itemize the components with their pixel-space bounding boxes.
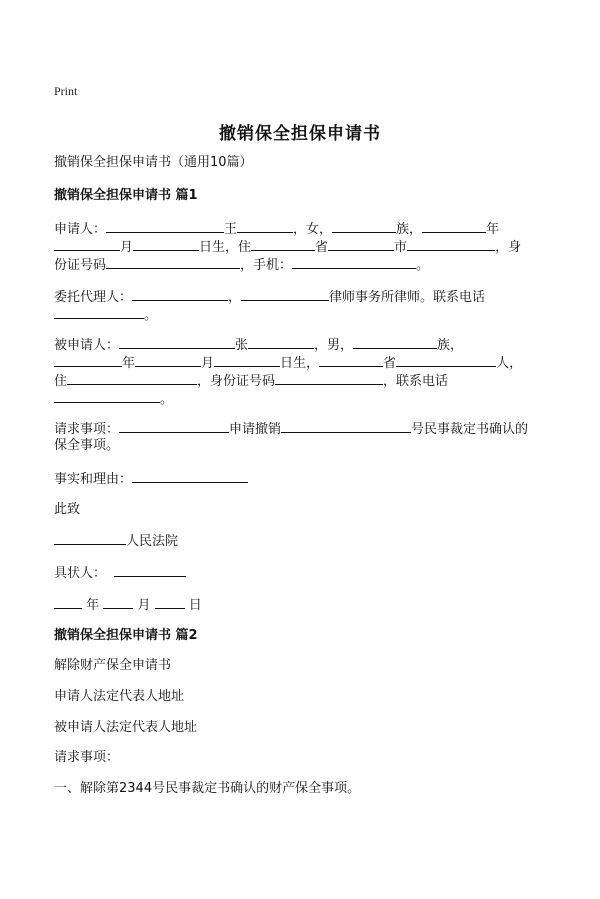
respondent-phone-label: ，联系电话 [383, 374, 449, 389]
facts-label: 事实和理由： [54, 472, 133, 487]
request-tail: 号民事裁定书确认的 [411, 422, 529, 437]
agent-end: 。 [144, 308, 158, 323]
blank[interactable] [422, 218, 486, 233]
respondent-end: 。 [160, 392, 174, 407]
blank[interactable] [67, 370, 197, 385]
respondent-id-label: ，身份证号码 [197, 374, 276, 389]
applicant-year: 年 [486, 222, 500, 237]
respondent-ethnic: 族， [437, 338, 464, 353]
section2-line: 被申请人法定代表人地址 [54, 720, 198, 735]
agent-firm: 律师事务所律师。联系电话 [329, 290, 486, 305]
respondent-person: 人， [496, 356, 523, 371]
signer-line [54, 562, 186, 583]
blank[interactable] [54, 236, 120, 251]
applicant-phone-label: ，手机： [240, 258, 293, 273]
blank[interactable] [251, 236, 315, 251]
blank[interactable] [133, 236, 199, 251]
applicant-province: 省 [315, 240, 329, 255]
blank[interactable] [114, 562, 186, 577]
section2-heading: 撤销保全担保申请书 篇2 [54, 628, 198, 643]
date-line [54, 594, 202, 615]
blank[interactable] [132, 468, 248, 483]
date-month: 月 [137, 598, 151, 613]
agent-comma: ， [228, 290, 242, 305]
court-label: 人民法院 [126, 534, 179, 549]
request-mid: 申请撤销 [229, 422, 282, 437]
blank[interactable] [54, 388, 160, 403]
applicant-city: 市 [394, 240, 408, 255]
blank[interactable] [241, 286, 329, 301]
section2-line: 申请人法定代表人地址 [54, 689, 185, 704]
applicant-end: 。 [416, 258, 430, 273]
blank[interactable] [328, 236, 394, 251]
respondent-day: 日生， [280, 356, 320, 371]
document-subtitle: 撤销保全担保申请书（通用10篇） [54, 155, 253, 170]
applicant-ethnic: 族， [396, 222, 423, 237]
blank[interactable] [119, 334, 235, 349]
respondent-sex: ，男， [314, 338, 354, 353]
blank[interactable] [135, 352, 201, 367]
blank[interactable] [407, 236, 495, 251]
blank[interactable] [214, 352, 280, 367]
request-line-2: 保全事项。 [54, 438, 120, 453]
document-title: 撤销保全担保申请书 [219, 124, 381, 144]
respondent-live: 住 [54, 374, 68, 389]
blank[interactable] [292, 254, 416, 269]
section2-line: 解除财产保全申请书 [54, 658, 172, 673]
section1-heading: 撤销保全担保申请书 篇1 [54, 188, 198, 203]
print-label[interactable]: Print [54, 84, 78, 98]
blank[interactable] [237, 218, 293, 233]
applicant-month: 月 [120, 240, 134, 255]
respondent-month: 月 [201, 356, 215, 371]
respondent-label: 被申请人： [54, 338, 120, 353]
applicant-label: 申请人： [54, 222, 107, 237]
section2-line: 一、解除第2344号民事裁定书确认的财产保全事项。 [54, 781, 361, 796]
signer-label: 具状人： [54, 566, 107, 581]
applicant-comma: ，身 [495, 240, 522, 255]
blank[interactable] [106, 254, 240, 269]
blank[interactable] [275, 370, 383, 385]
blank[interactable] [54, 352, 122, 367]
applicant-sex: ，女， [293, 222, 333, 237]
section2-line: 请求事项： [54, 750, 120, 765]
agent-line-2 [54, 304, 157, 325]
applicant-line-3 [54, 254, 429, 275]
respondent-province: 省 [383, 356, 397, 371]
blank[interactable] [54, 594, 82, 609]
applicant-day: 日生，住 [199, 240, 252, 255]
request-line-1 [54, 418, 528, 439]
blank[interactable] [132, 286, 228, 301]
court-line [54, 530, 178, 551]
respondent-line-4 [54, 388, 173, 409]
respondent-name: 张 [235, 338, 249, 353]
salute: 此致 [54, 502, 81, 517]
applicant-name: 王 [224, 222, 238, 237]
blank[interactable] [332, 218, 396, 233]
request-label: 请求事项： [54, 422, 120, 437]
blank[interactable] [396, 352, 496, 367]
blank[interactable] [54, 530, 126, 545]
agent-label: 委托代理人： [54, 290, 133, 305]
blank[interactable] [106, 218, 224, 233]
date-year: 年 [86, 598, 100, 613]
blank[interactable] [281, 418, 411, 433]
respondent-year: 年 [122, 356, 136, 371]
blank[interactable] [103, 594, 133, 609]
blank[interactable] [248, 334, 314, 349]
blank[interactable] [155, 594, 185, 609]
blank[interactable] [319, 352, 383, 367]
applicant-id-label: 份证号码 [54, 258, 107, 273]
facts-line [54, 468, 248, 489]
blank[interactable] [119, 418, 229, 433]
date-day: 日 [188, 598, 202, 613]
blank[interactable] [353, 334, 437, 349]
blank[interactable] [54, 304, 144, 319]
